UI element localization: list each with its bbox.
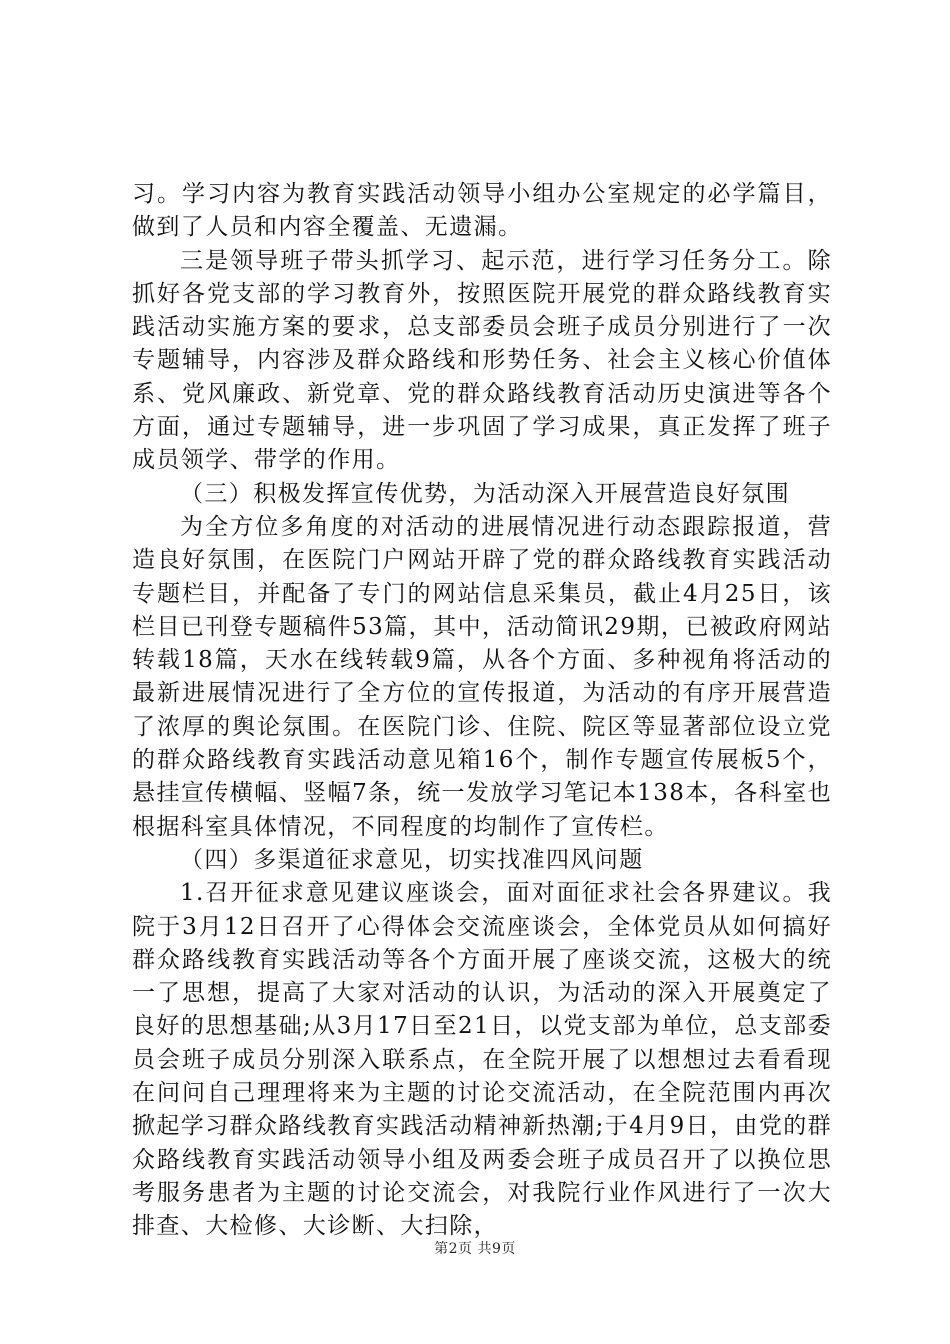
paragraph-4: 为全方位多角度的对活动的进展情况进行动态跟踪报道，营造良好氛围，在医院门户网站开辟了党的群众路线教育实践活动专题栏目，并配备了专门的网站信息采集员，截止4月25日，该栏目已刊登专题稿件53篇，其中，活动简讯29期，已被政府网站转载18篇，天水在线转载9篇，从各个方面、多种视角将活动的最新进展情况进行了全方位的宣传报道，为活动的有序开展营造了浓厚的舆论氛围。在医院门诊、住院、院区等显著部位设立党的群众路线教育实践活动意见箱16个，制作专题宣传展板5个，悬挂宣传横幅、竖幅7条，统一发放学习笔记本138本，各科室也根据科室具体情况，不同程度的均制作了宣传栏。 <box>132 513 832 840</box>
paragraph-6: 1.召开征求意见建议座谈会，面对面征求社会各界建议。我院于3月12日召开了心得体会交流座谈会，全体党员从如何搞好群众路线教育实践活动等各个方面开展了座谈交流，这极大的统一了思想，提高了大家对活动的认识，为活动的深入开展奠定了良好的思想基础;从3月17日至21日，以党支部为单位，总支部委员会班子成员分别深入联系点，在全院开展了以想想过去看看现在问问自己理理将来为主题的讨论交流活动，在全院范围内再次掀起学习群众路线教育实践活动精神新热潮;于4月9日，由党的群众路线教育实践活动领导小组及两委会班子成员召开了以换位思考服务患者为主题的讨论交流会，对我院行业作风进行了一次大排查、大检修、大诊断、大扫除， <box>132 880 833 1240</box>
paragraph-1: 习。学习内容为教育实践活动领导小组办公室规定的必学篇目，做到了人员和内容全覆盖、无遗漏。 <box>132 181 832 241</box>
page-number-footer: 第2页 共9页 <box>434 1241 516 1257</box>
section-heading-4: （四）多渠道征求意见，切实找准四风问题 <box>180 846 644 873</box>
section-heading-3: （三）积极发挥宣传优势，为活动深入开展营造良好氛围 <box>180 480 790 507</box>
paragraph-2: 三是领导班子带头抓学习、起示范，进行学习任务分工。除抓好各党支部的学习教育外，按照医院开展党的群众路线教育实践活动实施方案的要求，总支部委员会班子成员分别进行了一次专题辅导，内容涉及群众路线和形势任务、社会主义核心价值体系、党风廉政、新党章、党的群众路线教育活动历史演进等各个方面，通过专题辅导，进一步巩固了学习成果，真正发挥了班子成员领学、带学的作用。 <box>132 247 832 474</box>
document-body <box>132 178 832 1244</box>
